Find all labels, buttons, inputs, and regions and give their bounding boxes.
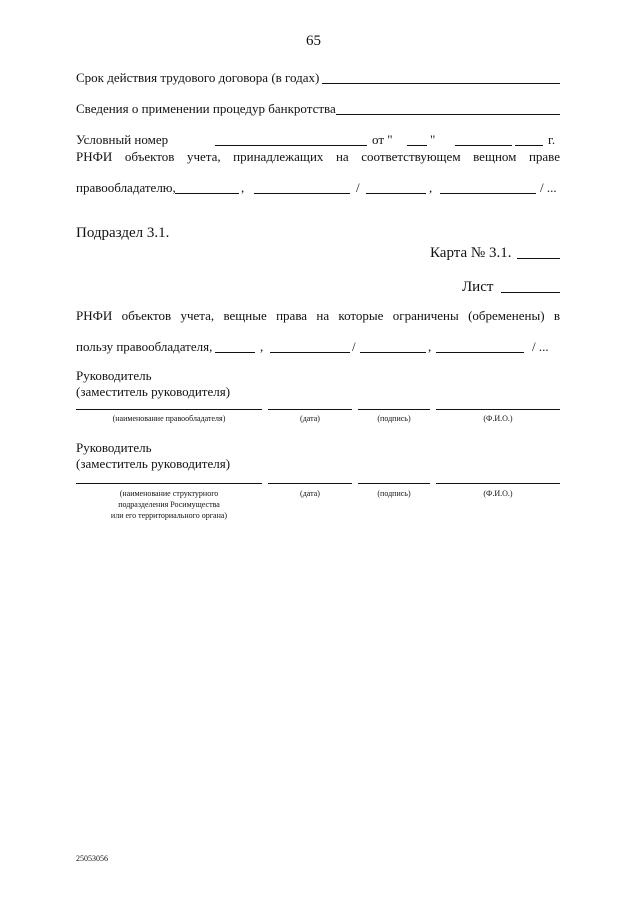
sig2-caption-date: (дата) [300,489,320,498]
holder-field-3[interactable] [366,193,426,194]
sig1-caption-date: (дата) [300,414,320,423]
rnfi-owned-word: учета, [186,149,221,164]
restricted-holder-field-1[interactable] [215,352,255,353]
contract-term-label: Срок действия трудового договора (в годах) [76,70,320,85]
sheet-label: Лист [462,279,494,295]
rnfi-owned-word: вещном [473,149,517,164]
sig1-sign-field[interactable] [358,409,430,410]
sig1-head-line1: Руководитель [76,368,152,383]
year-field[interactable] [515,145,543,146]
sig1-date-field[interactable] [268,409,352,410]
rnfi-owned-word: на [335,149,349,164]
rnfi-restricted-word: в [553,308,560,323]
bankruptcy-field[interactable] [336,114,560,115]
holder-field-2[interactable] [254,193,350,194]
bankruptcy-label: Сведения о применении процедур банкротства [76,101,336,116]
rnfi-restricted-text [76,308,560,324]
rnfi-owned-word: праве [528,149,560,164]
rnfi-restricted-word: РНФИ [76,308,113,323]
sig2-sign-field[interactable] [358,483,430,484]
rnfi-owned-text [76,149,560,165]
rnfi-restricted-word: вещные [223,308,267,323]
sig2-name-field[interactable] [76,483,262,484]
sig2-caption-name-3: или его территориального органа) [110,511,228,520]
day-field[interactable] [407,145,427,146]
sig1-caption-fio: (Ф.И.О.) [483,414,513,423]
holder-sep-comma-2: , [429,180,433,195]
holder-field-1[interactable] [175,193,239,194]
holder-sep-slash-1: / [356,180,360,195]
rnfi-restricted-word: права [276,308,308,323]
sig2-date-field[interactable] [268,483,352,484]
rnfi-restricted-word: ограничены [392,308,459,323]
sig1-fio-field[interactable] [436,409,560,410]
rnfi-restricted-word: (обременены) [468,308,545,323]
rnfi-restricted-word: объектов [121,308,172,323]
sig2-caption-name-2: подразделения Росимущества [118,500,220,509]
sheet-number-field[interactable] [501,292,560,293]
rnfi-owned-word: объектов [124,149,175,164]
holder-sep-end: / ... [540,180,557,195]
subsection-title: Подраздел 3.1. [76,225,170,241]
restricted-sep-slash-1: / [352,339,356,354]
conditional-number-label: Условный номер [76,132,169,147]
card-label: Карта № 3.1. [430,245,512,261]
sig2-head-line2: (заместитель руководителя) [76,456,231,471]
holder-field-4[interactable] [440,193,536,194]
year-suffix: г. [548,132,556,147]
sig2-head-line1: Руководитель [76,440,152,455]
footer-code: 25053056 [76,854,108,863]
restricted-holder-field-4[interactable] [436,352,524,353]
rnfi-restricted-word: на [316,308,330,323]
holder-label: правообладателю, [76,180,176,195]
rnfi-restricted-word: которые [338,308,384,323]
restricted-sep-comma-1: , [260,339,264,354]
sig1-name-field[interactable] [76,409,262,410]
holder-sep-comma-1: , [241,180,245,195]
restricted-sep-end: / ... [532,339,549,354]
restricted-holder-field-2[interactable] [270,352,350,353]
rnfi-restricted-word: учета, [180,308,215,323]
sig2-caption-fio: (Ф.И.О.) [483,489,513,498]
sig2-fio-field[interactable] [436,483,560,484]
sig1-caption-name: (наименование правообладателя) [112,414,226,423]
contract-term-field[interactable] [322,83,560,84]
restricted-holder-field-3[interactable] [360,352,426,353]
month-field[interactable] [455,145,512,146]
restricted-sep-comma-2: , [428,339,432,354]
rnfi-owned-word: РНФИ [76,149,113,164]
sig2-caption-sign: (подпись) [377,489,411,498]
sig1-caption-sign: (подпись) [377,414,411,423]
date-from-label: от " [372,132,393,147]
rnfi-owned-word: соответствующем [361,149,461,164]
sig2-caption-name-1: (наименование структурного [119,489,219,498]
page-number: 65 [306,33,321,49]
sig1-head-line2: (заместитель руководителя) [76,384,231,399]
restricted-holder-label: пользу правообладателя, [76,339,213,354]
conditional-number-field[interactable] [215,145,367,146]
quote-close: " [430,132,436,147]
card-number-field[interactable] [517,258,560,259]
rnfi-owned-word: принадлежащих [233,149,324,164]
